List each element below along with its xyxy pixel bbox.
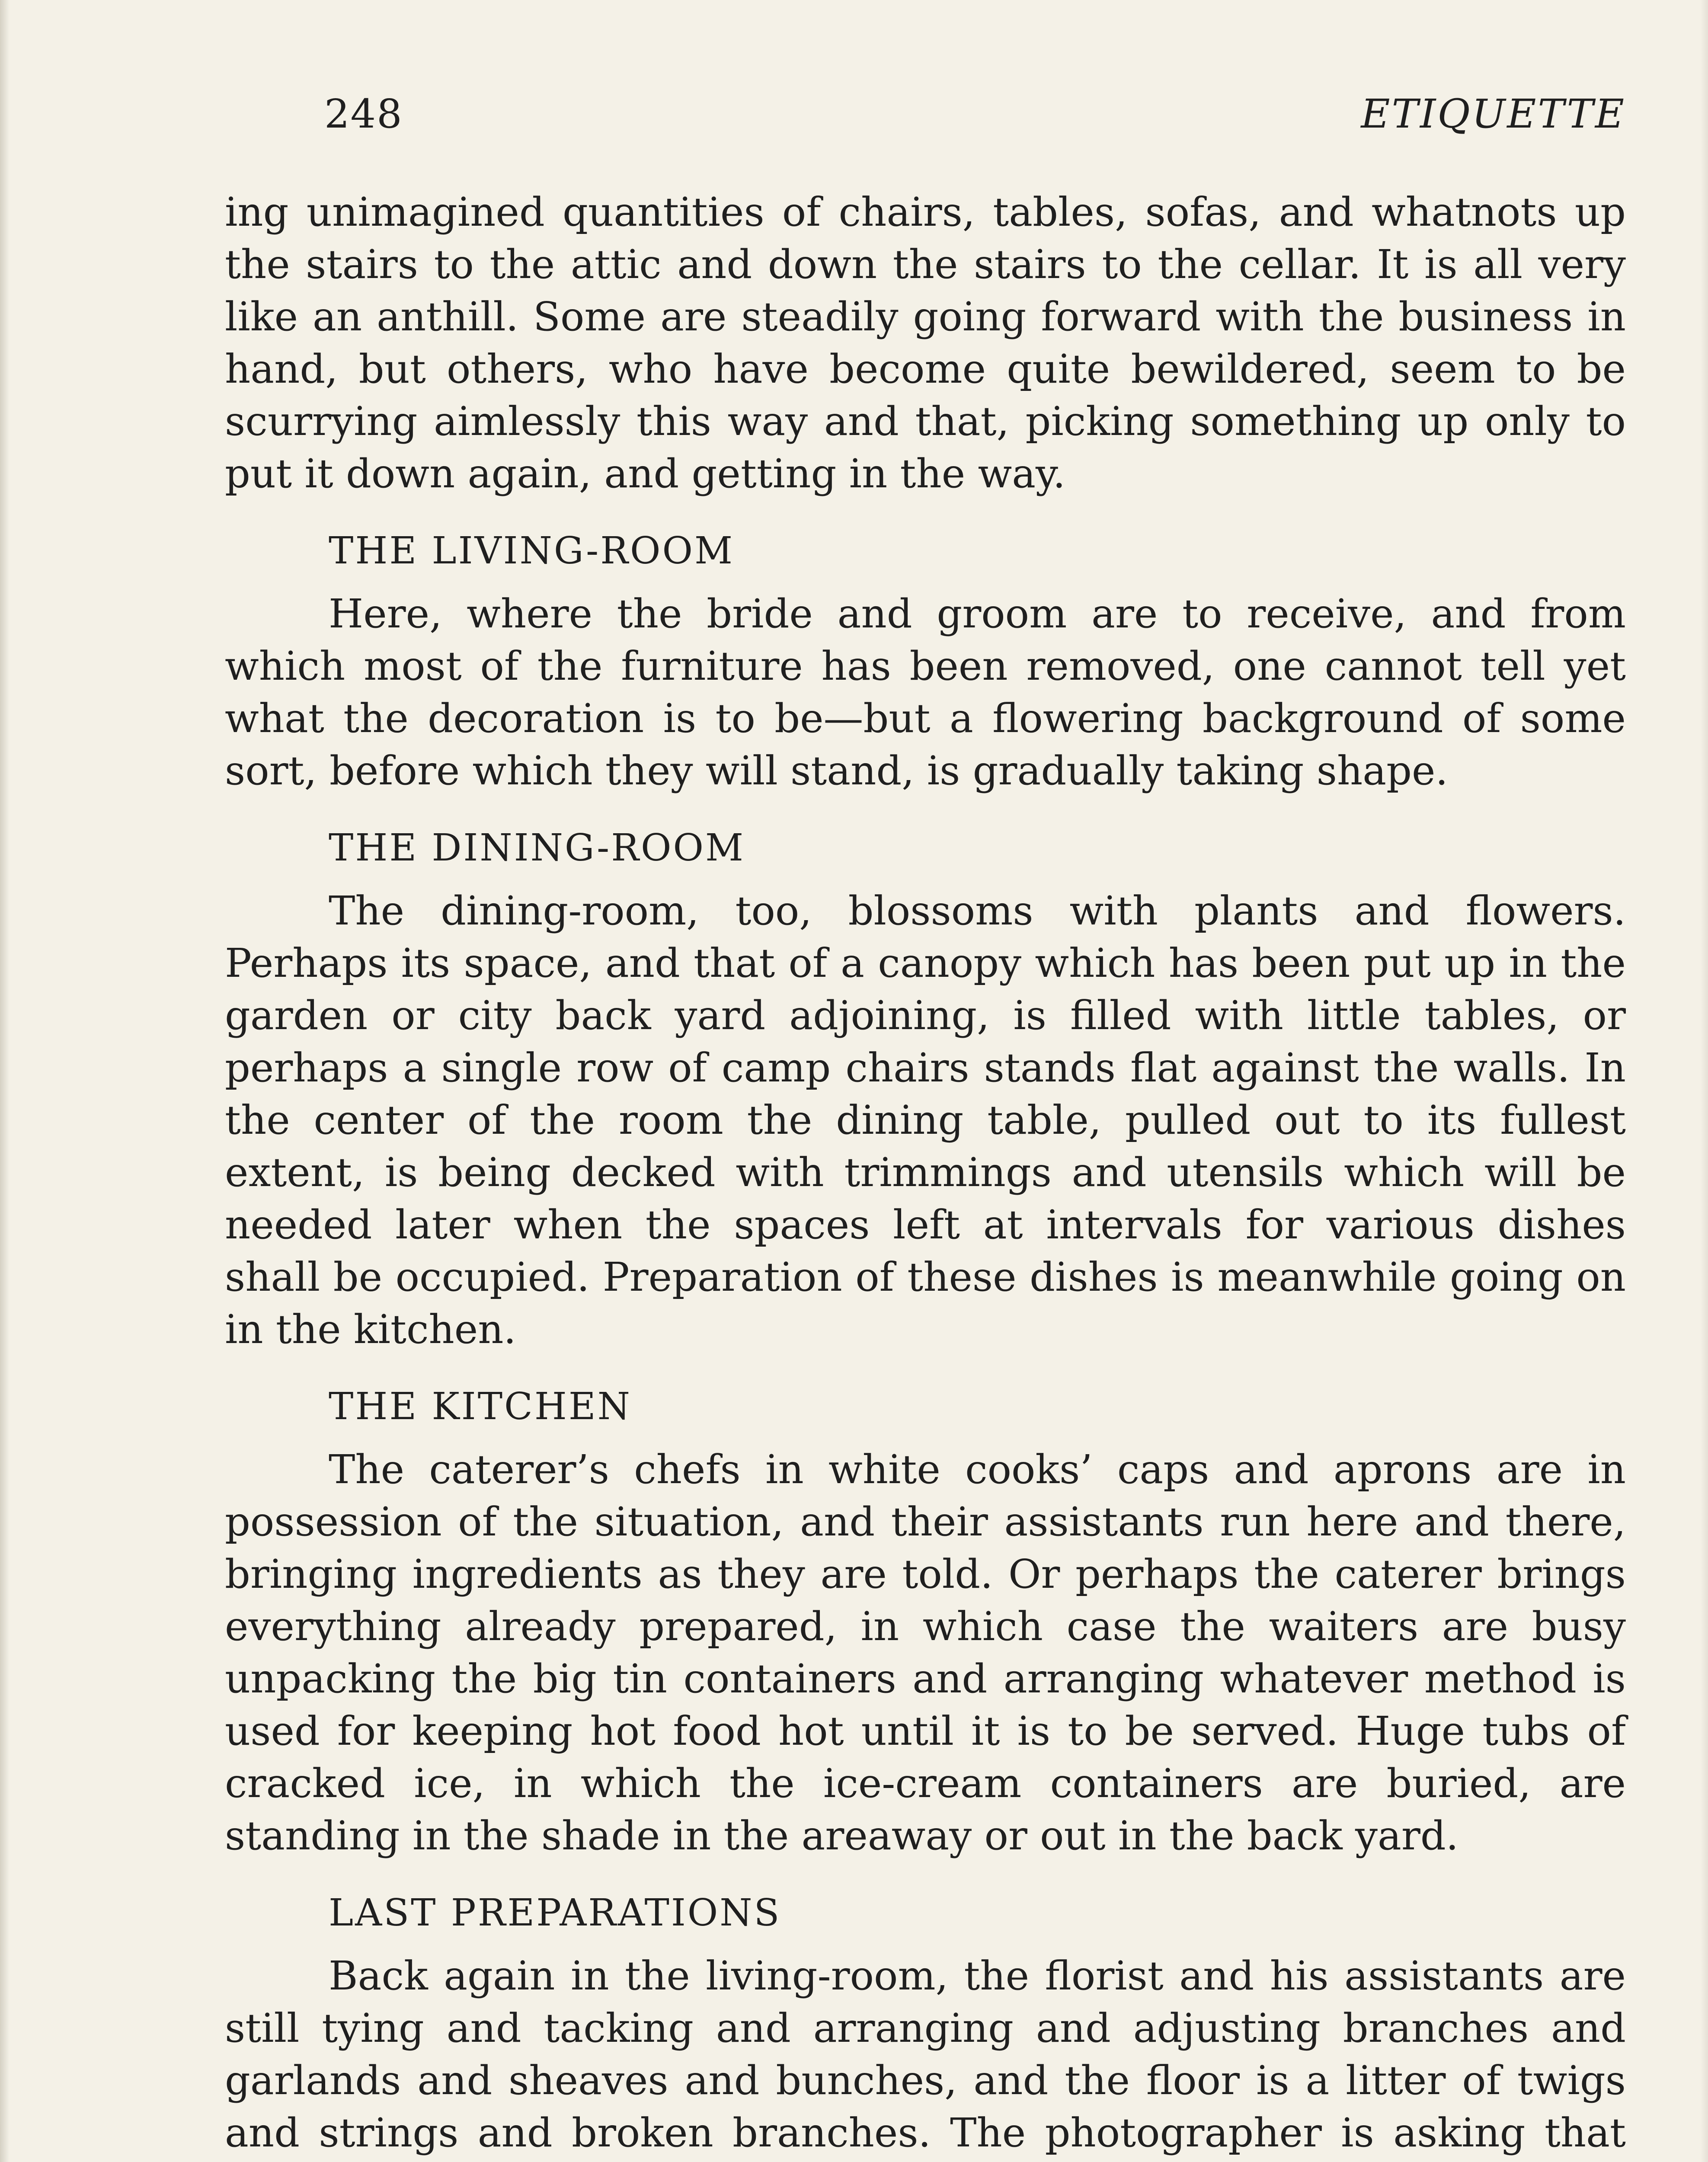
page-content bbox=[225, 186, 1626, 2162]
right-page-shadow bbox=[1700, 0, 1708, 2162]
running-head: ETIQUETTE bbox=[1361, 91, 1626, 137]
section-heading-dining-room: THE DINING-ROOM bbox=[329, 826, 745, 870]
left-page-shadow bbox=[0, 0, 10, 2162]
page-number: 248 bbox=[324, 91, 403, 137]
section-heading-last-preparations: LAST PREPARATIONS bbox=[329, 1891, 781, 1935]
last-preparations-paragraph-1: Back again in the living-room, the florist and his assistants are still tying and tacking and arranging and adjusting branches and garlands and sheaves and bunches, and the floor is a litter of twigs and strings and broken branches. The photographer is asking that bbox=[225, 1953, 1626, 2156]
dining-room-paragraph: The dining-room, too, blossoms with plants and flowers. Perhaps its space, and that of a canopy which has been put up in the garden or city back yard adjoining, is filled with little tables, or perhaps a single row of camp chairs stands flat against the walls. In the center of the room the dining table, pulled out to its fullest extent, is being decked with trimmings and utensils which will be needed later when the spaces left at intervals for various dishes shall be occupied. Preparation of these dishes is meanwhile going on in the kitchen. bbox=[225, 888, 1626, 1353]
kitchen-paragraph: The caterer’s chefs in white cooks’ caps and aprons are in possession of the situation, and their assistants run here and there, bringing ingredients as they are told. Or perhaps the caterer brings everything already prepared, in which case the waiters are busy unpacking the big tin containers and arranging whatever method is used for keeping hot food hot until it is to be served. Huge tubs of cracked ice, in which the ice-cream containers are buried, are standing in the shade in the areaway or out in the back yard. bbox=[225, 1446, 1626, 1859]
page-header bbox=[225, 91, 1626, 160]
section-heading-kitchen: THE KITCHEN bbox=[329, 1385, 632, 1428]
section-heading-living-room: THE LIVING-ROOM bbox=[329, 529, 735, 572]
living-room-paragraph: Here, where the bride and groom are to receive, and from which most of the furniture has been removed, one cannot tell yet what the decoration is to be—but a flowering background of some sort, before which they will stand, is gradually taking shape. bbox=[225, 591, 1626, 794]
opening-paragraph: ing unimagined quantities of chairs, tables, sofas, and whatnots up the stairs to the attic and down the stairs to the cellar. It is all very like an anthill. Some are steadily going forward with the business in hand, but others, who have become quite bewildered, seem to be scurrying aimlessly this way and that, picking something up only to put it down again, and getting in the way. bbox=[225, 189, 1626, 497]
